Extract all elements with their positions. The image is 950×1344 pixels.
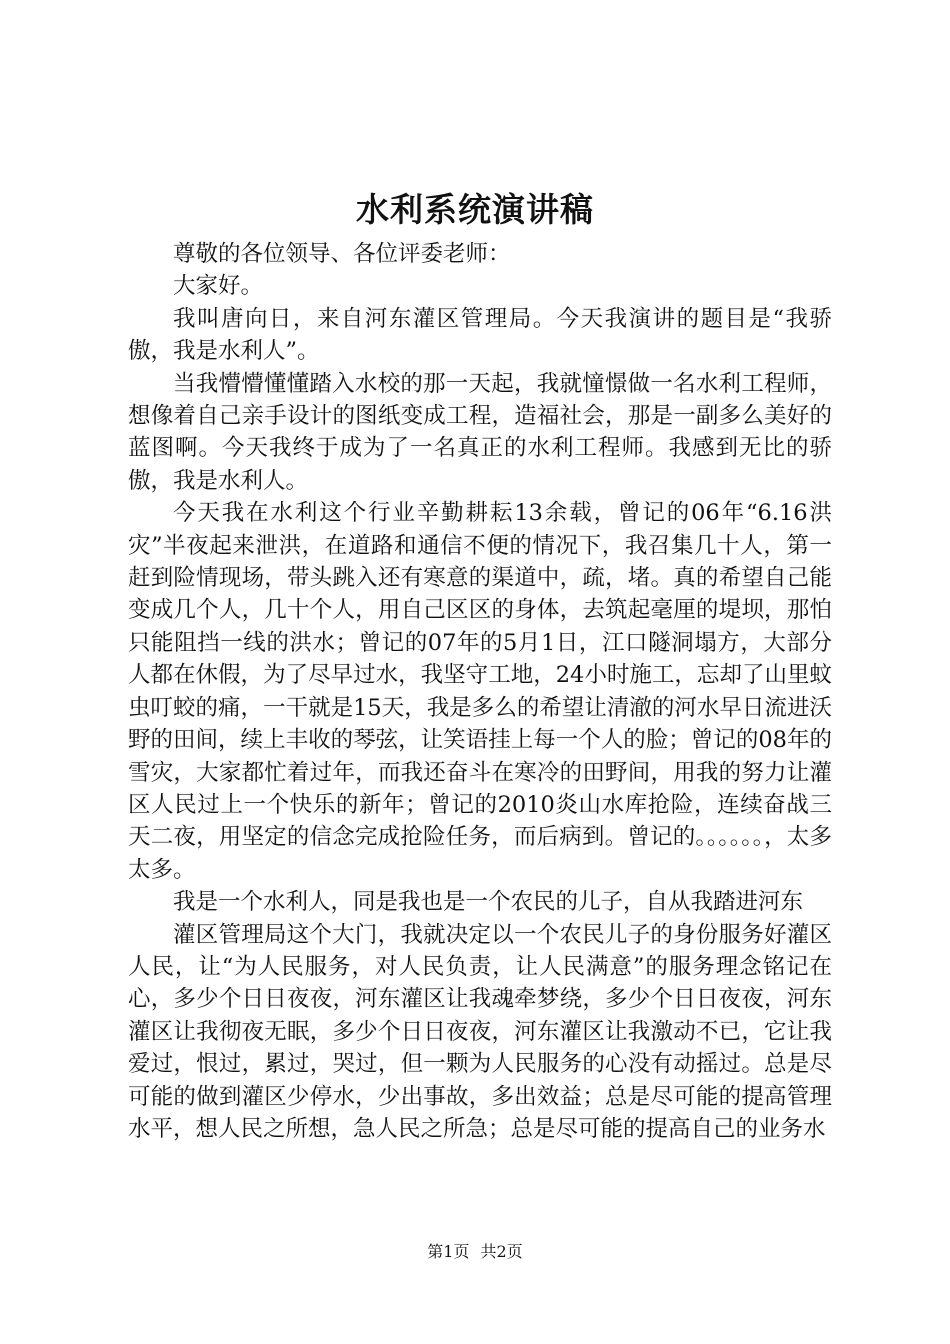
experience-paragraph: 今天我在水利这个行业辛勤耕耘13余载，曾记的06年“6.16洪灾”半夜起来泄洪，在道路和通信不便的情况下，我召集几十人，第一赶到险情现场，带头跳入还有寒意的渠道中，疏，堵。真的希望自己能变成几个人，几十个人，用自己区区的身体，去筑起毫厘的堤坝，那怕只能阻挡一线的洪水；曾记的07年的5月1日，江口隧洞塌方，大部分人都在休假，为了尽早过水，我坚守工地，24小时施工，忘却了山里蚊虫叮蛟的痛，一干就是15天，我是多么的希望让清澈的河水早日流进沃野的田间，续上丰收的琴弦，让笑语挂上每一个人的脸；曾记的08年的雪灾，大家都忙着过年，而我还奋斗在寒冷的田野间，用我的努力让灌区人民过上一个快乐的新年；曾记的2010炎山水库抢险，连续奋战三天二夜，用坚定的信念完成抢险任务，而后病到。曾记的。。。。。。，太多太多。 [128, 500, 832, 883]
farmer-son-paragraph: 我是一个水利人，同是我也是一个农民的儿子，自从我踏进河东 [173, 889, 804, 916]
document-body [128, 238, 832, 1145]
intro-paragraph: 我叫唐向日，来自河东灌区管理局。今天我演讲的题目是“我骄傲，我是水利人”。 [128, 305, 832, 365]
service-paragraph: 灌区管理局这个大门，我就决定以一个农民儿子的身份服务好灌区人民，让“为人民服务，对人民负责，让人民满意”的服务理念铭记在心，多少个日日夜夜，河东灌区让我魂牵梦绕，多少个日日夜夜，河东灌区让我彻夜无眠，多少个日日夜夜，河东灌区让我激动不已，它让我爱过，恨过，累过，哭过，但一颗为人民服务的心没有动摇过。总是尽可能的做到灌区少停水，少出事故，多出效益；总是尽可能的提高管理水平，想人民之所想，急人民之所急；总是尽可能的提高自己的业务水 [128, 921, 832, 1142]
page-total: 共2页 [480, 1242, 523, 1261]
document-title: 水利系统演讲稿 [356, 190, 594, 229]
page-number: 第1页 [427, 1242, 470, 1261]
salutation-paragraph: 尊敬的各位领导、各位评委老师： [173, 241, 511, 267]
greeting-paragraph: 大家好。 [173, 273, 264, 300]
dream-paragraph: 当我懵懵懂懂踏入水校的那一天起，我就憧憬做一名水利工程师，想像着自己亲手设计的图纸变成工程，造福社会，那是一副多么美好的蓝图啊。今天我终于成为了一名真正的水利工程师。我感到无比的骄傲，我是水利人。 [128, 370, 832, 494]
page-footer [0, 1240, 950, 1264]
